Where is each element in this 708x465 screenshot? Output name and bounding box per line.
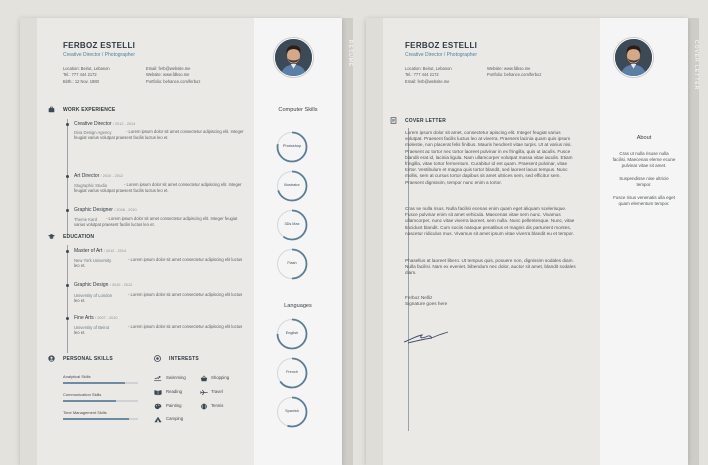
ring-label: Spanish [285,409,299,413]
ring-label: French [286,370,298,374]
about-heading: About [636,135,652,141]
interests-heading: INTERESTS [169,356,199,362]
graduation-cap-icon [48,233,55,240]
resume-contact-left [63,66,147,85]
palette-icon [154,403,162,410]
resume-side-tab [342,18,353,465]
target-icon [154,355,161,362]
ring-label: Photoshop [282,144,302,148]
timeline-bullet [66,317,69,320]
briefcase-icon [48,106,55,113]
tennis-ball-icon [200,403,208,410]
contact-phone: Tel.: 777 444 2172 [63,72,97,78]
airplane-icon [200,389,208,396]
resume-avatar [274,38,313,77]
cover-left-strip [366,18,383,465]
contact-website: Website: www.fdkso.me [146,72,190,78]
skill-label: Communication Skills [63,392,102,397]
education-title: Master of Art / 2012 - 2014 [74,248,127,254]
portrait-image [615,39,652,76]
cover-avatar [614,38,653,77]
skill-bar-fill [63,418,129,420]
work-experience-heading: WORK EXPERIENCE [63,107,116,113]
education-title: Fine Arts / 2007 - 2010 [74,315,118,321]
interest-label: Camping [166,416,184,421]
education-description: - Lorem ipsum dolor sit amet consectetur adipiscing elit luctus leo et. [74,257,243,268]
personal-skills-heading: PERSONAL SKILLS [63,356,113,362]
language-ring [276,318,308,350]
cover-closing [405,295,577,307]
contact-email: Email: ferb@website.me [405,78,450,84]
about-paragraph: Fusce risus venenatis ulla eget quam elementum tempor. [613,195,675,207]
ring-label: Illustrator [284,183,300,187]
timeline-bullet [66,175,69,178]
education-timeline [67,245,68,353]
interest-label: Swimming [166,375,186,380]
portrait-image [275,39,312,76]
contact-location: Location: Beirut, Lebanon [405,66,452,71]
shopping-basket-icon [200,375,208,382]
skill-bar-fill [63,382,125,384]
job-company: Diva Design Agency [74,130,112,135]
resume-contact-right [146,66,230,85]
interest-label: Tennis [211,403,224,408]
computer-skill-ring [276,248,308,280]
cover-subtitle: Creative Director / Photographer [405,52,477,58]
job-description: - Lorem ipsum dolor sit amet consectetur adipiscing elit. Integer feugiat varius volutpat praesent facilis luctus leo et. [74,216,238,227]
timeline-bullet [66,209,69,212]
job-company: Stugraphic Studio [74,183,108,188]
education-heading: EDUCATION [63,234,95,240]
signature-label: Signature goes here [405,301,448,307]
skill-bar [63,418,138,420]
about-paragraph: Cras ut nulla risuse nulla facilisi. Maecenas elerne ecune pulvinar vitae sit amet. [612,151,676,169]
job-description: - Lorem ipsum dolor sit amet consectetur adipiscing elit. Integer feugiat varius volutpat praesent facilis luctus leo et. [74,129,244,140]
education-school: New York University [74,258,112,263]
education-description: - Lorem ipsum dolor sit amet consectetur adipiscing elit luctus leo et. [74,292,243,303]
job-title: Graphic Designer / 2008 - 2010 [74,207,137,213]
education-title: Graphic Design / 2010 - 2012 [74,282,133,288]
about-paragraph: Suspendisse nise ultricie tempor. [619,176,669,188]
cover-side-tab-label: COVER LETTER [693,40,699,91]
interest-label: Painting [166,403,182,408]
document-icon [390,117,397,124]
user-circle-icon [48,355,55,362]
cover-name: FERBOZ ESTELLI [405,41,478,50]
computer-skill-ring [276,209,308,241]
signature-scribble [402,326,452,346]
cover-letter-heading: COVER LETTER [405,118,447,124]
contact-portfolio: Portfolio: behance.com/ferboz [146,78,201,84]
skill-bar [63,400,138,402]
cover-sidebar [600,18,688,465]
computer-skill-ring [276,170,308,202]
closing-name: Ferboz Nelliz [405,295,433,300]
resume-page [20,18,342,465]
education-description: - Lorem ipsum dolor sit amet consectetur adipiscing elit luctus leo et. [74,324,243,335]
skill-label: Analytical Skills [63,374,91,379]
timeline-bullet [66,250,69,253]
book-icon [154,389,162,396]
job-description: - Lorem ipsum dolor sit amet consectetur adipiscing elit. Integer feugiat varius volutpat praesent facilis luctus leo et. [74,182,242,193]
contact-phone: Tel.: 777 444 2172 [405,72,439,78]
contact-location: Location: Beirut, Lebanon [63,66,110,71]
language-ring [276,396,308,428]
contact-birth: Birth.: 12 Nov. 1980 [63,78,99,84]
ring-label: Flash [287,261,297,265]
timeline-bullet [66,123,69,126]
interest-label: Shopping [211,375,230,380]
ring-label: 3Ds Max [284,222,300,226]
cover-paragraph: Lorem ipsum dolor sit amet, consectetur apiscing elit. Integer feugiat varius volutpat. Praesent facilis luctus leo at viverra. Praesent lacinia quam quis ipsum molestie, non placerat felis finibus. Mauris hendrerit vitae turpis. Ut at varius nisi. Praesent ac tortor nec tortor laoreet pulvinar in ex fringilla, quis ut iaculis. Fusce blandit erat id, lacinia ligula. Nam ullamcorper volutpat massa vitae iaculis. Etiam fringilla, vitae tortor fermentum. Curabitur id est quam. Praesent pulvinar, vitae tortor. Vestibulum et magna quis tortor blandit, sed laoreet lacus tempus. Nunc mollis, sem at cursus tortor dapibus sit amet ultrices sem, sed efficitur sem. Praesent dignissim, tempor nunc enim a tortor. [405,130,573,185]
skill-label: Time Management Skills [63,410,107,415]
contact-email: Email: ferb@website.me [146,66,191,71]
education-school: University of Beirut [74,325,110,330]
contact-website: Website: www.fdkso.me [487,66,531,71]
languages-heading: Languages [284,303,312,309]
swimming-icon [154,375,162,382]
skill-bar [63,382,138,384]
job-title: Art Director / 2010 - 2012 [74,173,124,179]
cover-letter-page [366,18,688,465]
cover-contact-right [487,66,571,79]
ring-label: English [285,331,299,335]
contact-portfolio: Portfolio: behance.com/ferboz [487,72,542,78]
cover-side-tab [688,18,699,465]
tent-icon [154,416,162,423]
cover-contact-left [405,66,489,85]
skill-bar-fill [63,400,116,402]
resume-name: FERBOZ ESTELLI [63,41,136,50]
resume-side-tab-label: RESUME [347,40,353,68]
timeline-bullet [66,284,69,287]
resume-left-strip [20,18,37,465]
interest-label: Reading [166,389,183,394]
resume-subtitle: Creative Director / Photographer [63,52,135,58]
computer-skill-ring [276,131,308,163]
job-title: Creative Director / 2012 - 2014 [74,121,136,127]
job-company: Theme Kard [74,217,98,222]
interest-label: Travel [211,389,223,394]
cover-paragraph: Phasellus at laoreet libero. Ut tempus quis, posuere non, dignissim sodales diam. Nulla facilisi. Nam ex eveniet, bibendum nec dolor, auctor sit amet, blandit sodales diam. [405,258,576,276]
cover-paragraph: Cras se nulla risus. Nulla facilisi ecenas enim quam eget aliquam scelerisque. Fusce pulvinar enim sit amet vehicula. Maecenas vitae sem nunc. Vivamus ullamcorper, nunc vitae viverra laoreet, sem nulla. Nunc pellentesque. Nunc, vitae tincidunt blandit. Cum sociis natoque penatibus et magnis dis parturient montes, nascetur ridiculus mus. Vivamus sit amet ipsum vitae viverra blandit eu et tempor. [405,206,575,236]
language-ring [276,357,308,389]
computer-skills-heading: Computer Skills [278,107,318,113]
education-school: University of London [74,293,113,298]
